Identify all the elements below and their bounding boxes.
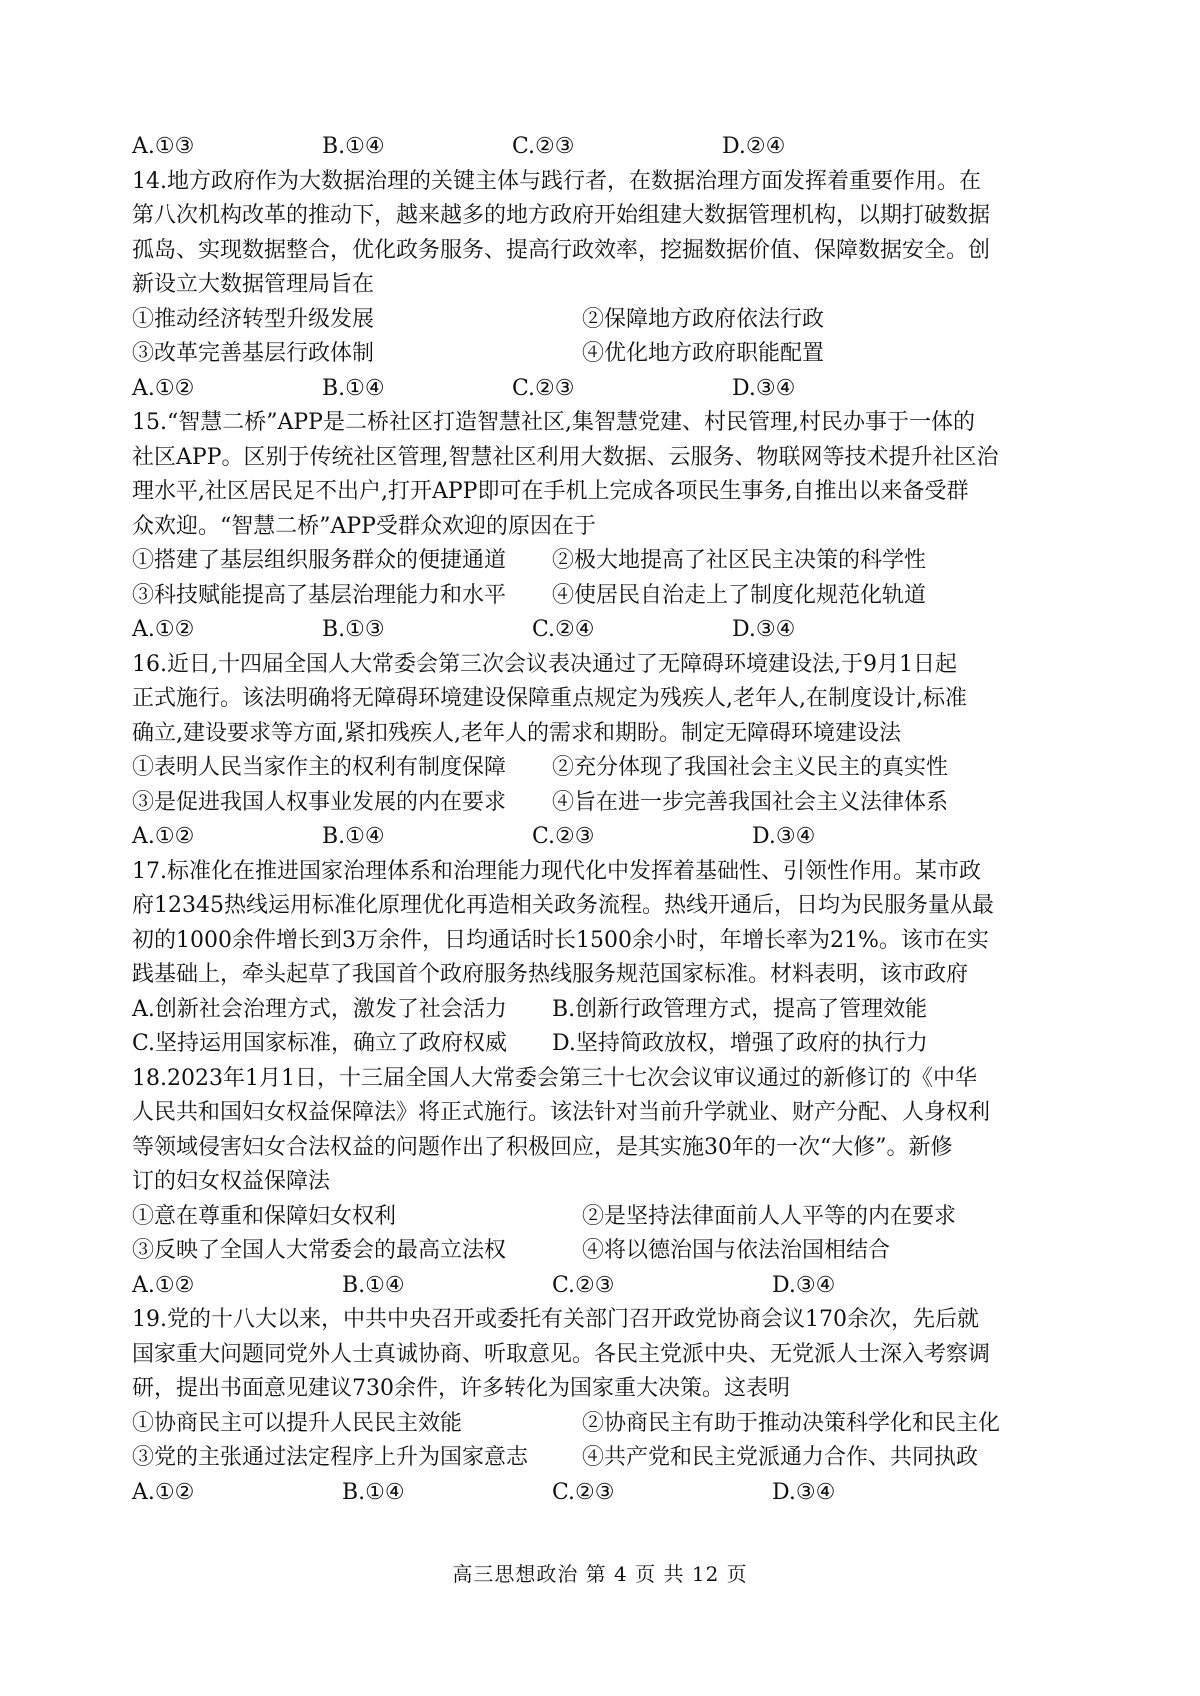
statement: ①推动经济转型升级发展 (132, 306, 375, 332)
question-text-line: 确立,建设要求等方面,紧扣残疾人,老年人的需求和期盼。制定无障碍环境建设法 (132, 720, 901, 746)
question-text-line: 第八次机构改革的推动下，越来越多的地方政府开始组建大数据管理机构，以期打破数据 (132, 203, 991, 228)
answer-options (132, 1476, 1092, 1511)
statements-row (132, 1234, 1092, 1269)
answer-options (132, 372, 1092, 407)
option-b: B.①④ (342, 1479, 405, 1505)
statement: ④将以德治国与依法治国相结合 (582, 1238, 891, 1263)
statement: ①搭建了基层组织服务群众的便捷通道 (132, 548, 507, 573)
option-a: A.①③ (132, 134, 195, 159)
statements-row (132, 579, 1092, 614)
question-19 (132, 1303, 1092, 1510)
statements-row (132, 544, 1092, 579)
statements-row (132, 1441, 1092, 1476)
option-b: B.①④ (322, 375, 385, 401)
option-c: C.②③ (532, 824, 595, 849)
statement: ②充分体现了我国社会主义民主的真实性 (552, 755, 949, 780)
option-d: D.③④ (732, 375, 796, 401)
statements-row (132, 786, 1092, 821)
statement: ②协商民主有助于推动决策科学化和民主化 (582, 1410, 1001, 1436)
question-text-line: 16.近日,十四届全国人大常委会第三次会议表决通过了无障碍环境建设法,于9月1日起 (132, 651, 957, 677)
question-text-line: 社区APP。区别于传统社区管理,智慧社区利用大数据、云服务、物联网等技术提升社区治 (132, 444, 999, 470)
option-c: C.②④ (532, 617, 595, 642)
option-c: C.②③ (512, 134, 575, 159)
answer-options-row (132, 1027, 1092, 1062)
statements-row (132, 751, 1092, 786)
option-d: D.③④ (772, 1272, 836, 1298)
option-d: D.③④ (732, 617, 796, 642)
question-text-line: 17.标准化在推进国家治理体系和治理能力现代化中发挥着基础性、引领性作用。某市政 (132, 858, 981, 884)
option-a: A.创新社会治理方式，激发了社会活力 (132, 996, 507, 1022)
statements-row (132, 1200, 1092, 1235)
option-a: A.①② (132, 824, 195, 849)
question-15 (132, 406, 1092, 648)
statement: ②是坚持法律面前人人平等的内在要求 (582, 1203, 957, 1229)
question-text-line: 正式施行。该法明确将无障碍环境建设保障重点规定为残疾人,老年人,在制度设计,标准 (132, 686, 967, 711)
question-14 (132, 165, 1092, 407)
option-b: B.①④ (342, 1272, 405, 1298)
answer-options-row (132, 993, 1092, 1028)
option-c: C.②③ (512, 375, 575, 401)
option-b: B.①④ (322, 824, 385, 849)
question-text-line: 理水平,社区居民足不出户,打开APP即可在手机上完成各项民生事务,自推出以来备受群 (132, 479, 969, 504)
option-a: A.①② (132, 617, 195, 642)
statement: ③反映了全国人大常委会的最高立法权 (132, 1238, 507, 1263)
answer-options (132, 820, 1092, 855)
statement: ③改革完善基层行政体制 (132, 341, 375, 366)
option-b: B.①③ (322, 617, 385, 642)
option-a: A.①② (132, 1479, 195, 1505)
statement: ④共产党和民主党派通力合作、共同执政 (582, 1445, 979, 1470)
option-a: A.①② (132, 375, 195, 401)
statement: ③党的主张通过法定程序上升为国家意志 (132, 1445, 529, 1470)
q13-answer-options (132, 130, 1092, 165)
statement: ④优化地方政府职能配置 (582, 341, 825, 366)
option-d: D.坚持简政放权，增强了政府的执行力 (552, 1031, 928, 1056)
question-text-line: 践基础上，牵头起草了我国首个政府服务热线服务规范国家标准。材料表明，该市政府 (132, 962, 969, 987)
question-text-line: 府12345热线运用标准化原理优化再造相关政务流程。热线开通后，日均为民服务量从最 (132, 893, 994, 918)
question-text-line: 孤岛、实现数据整合，优化政务服务、提高行政效率，挖掘数据价值、保障数据安全。创 (132, 237, 991, 263)
option-b: B.①④ (322, 134, 385, 159)
option-c: C.②③ (552, 1272, 615, 1298)
page-footer: 高三思想政治 第 4 页 共 12 页 (452, 1562, 748, 1586)
question-text-line: 初的1000余件增长到3万余件，日均通话时长1500余小时，年增长率为21%。该市在实 (132, 927, 989, 953)
answer-options (132, 613, 1092, 648)
statements-row (132, 337, 1092, 372)
statement: ①意在尊重和保障妇女权利 (132, 1203, 397, 1229)
option-b: B.创新行政管理方式，提高了管理效能 (552, 996, 928, 1022)
question-text-line: 等领域侵害妇女合法权益的问题作出了积极回应，是其实施30年的一次“大修”。新修 (132, 1134, 953, 1160)
question-text-line: 14.地方政府作为大数据治理的关键主体与践行者，在数据治理方面发挥着重要作用。在 (132, 168, 981, 194)
statement: ④旨在进一步完善我国社会主义法律体系 (552, 789, 949, 815)
exam-page (132, 130, 1092, 1510)
question-text-line: 订的妇女权益保障法 (132, 1169, 331, 1194)
statement: ④使居民自治走上了制度化规范化轨道 (552, 582, 927, 608)
statement: ①表明人民当家作主的权利有制度保障 (132, 755, 507, 780)
question-16 (132, 648, 1092, 855)
question-text-line: 人民共和国妇女权益保障法》将正式施行。该法针对当前升学就业、财产分配、人身权利 (132, 1100, 991, 1125)
question-text-line: 研，提出书面意见建议730余件，许多转化为国家重大决策。这表明 (132, 1376, 790, 1401)
statements-row (132, 1407, 1092, 1442)
answer-options (132, 1269, 1092, 1304)
question-text-line: 18.2023年1月1日，十三届全国人大常委会第三十七次会议审议通过的新修订的《中华 (132, 1065, 977, 1091)
option-c: C.②③ (552, 1479, 615, 1505)
option-d: D.③④ (752, 824, 816, 849)
statement: ②保障地方政府依法行政 (582, 306, 825, 332)
statements-row (132, 303, 1092, 338)
question-18 (132, 1062, 1092, 1304)
option-d: D.③④ (772, 1479, 836, 1505)
statement: ①协商民主可以提升人民民主效能 (132, 1410, 463, 1436)
question-text-line: 新设立大数据管理局旨在 (132, 272, 375, 297)
statement: ③科技赋能提高了基层治理能力和水平 (132, 582, 507, 608)
question-text-line: 国家重大问题同党外人士真诚协商、听取意见。各民主党派中央、无党派人士深入考察调 (132, 1341, 991, 1367)
statement: ②极大地提高了社区民主决策的科学性 (552, 548, 927, 573)
option-a: A.①② (132, 1272, 195, 1298)
statement: ③是促进我国人权事业发展的内在要求 (132, 789, 507, 815)
option-d: D.②④ (722, 134, 786, 159)
question-text-line: 众欢迎。“智慧二桥”APP受群众欢迎的原因在于 (132, 513, 596, 539)
question-text-line: 19.党的十八大以来，中共中央召开或委托有关部门召开政党协商会议170余次，先后就 (132, 1307, 979, 1332)
question-text-line: 15.“智慧二桥”APP是二桥社区打造智慧社区,集智慧党建、村民管理,村民办事于一体的 (132, 410, 975, 435)
option-c: C.坚持运用国家标准，确立了政府权威 (132, 1031, 508, 1056)
question-17 (132, 855, 1092, 1062)
